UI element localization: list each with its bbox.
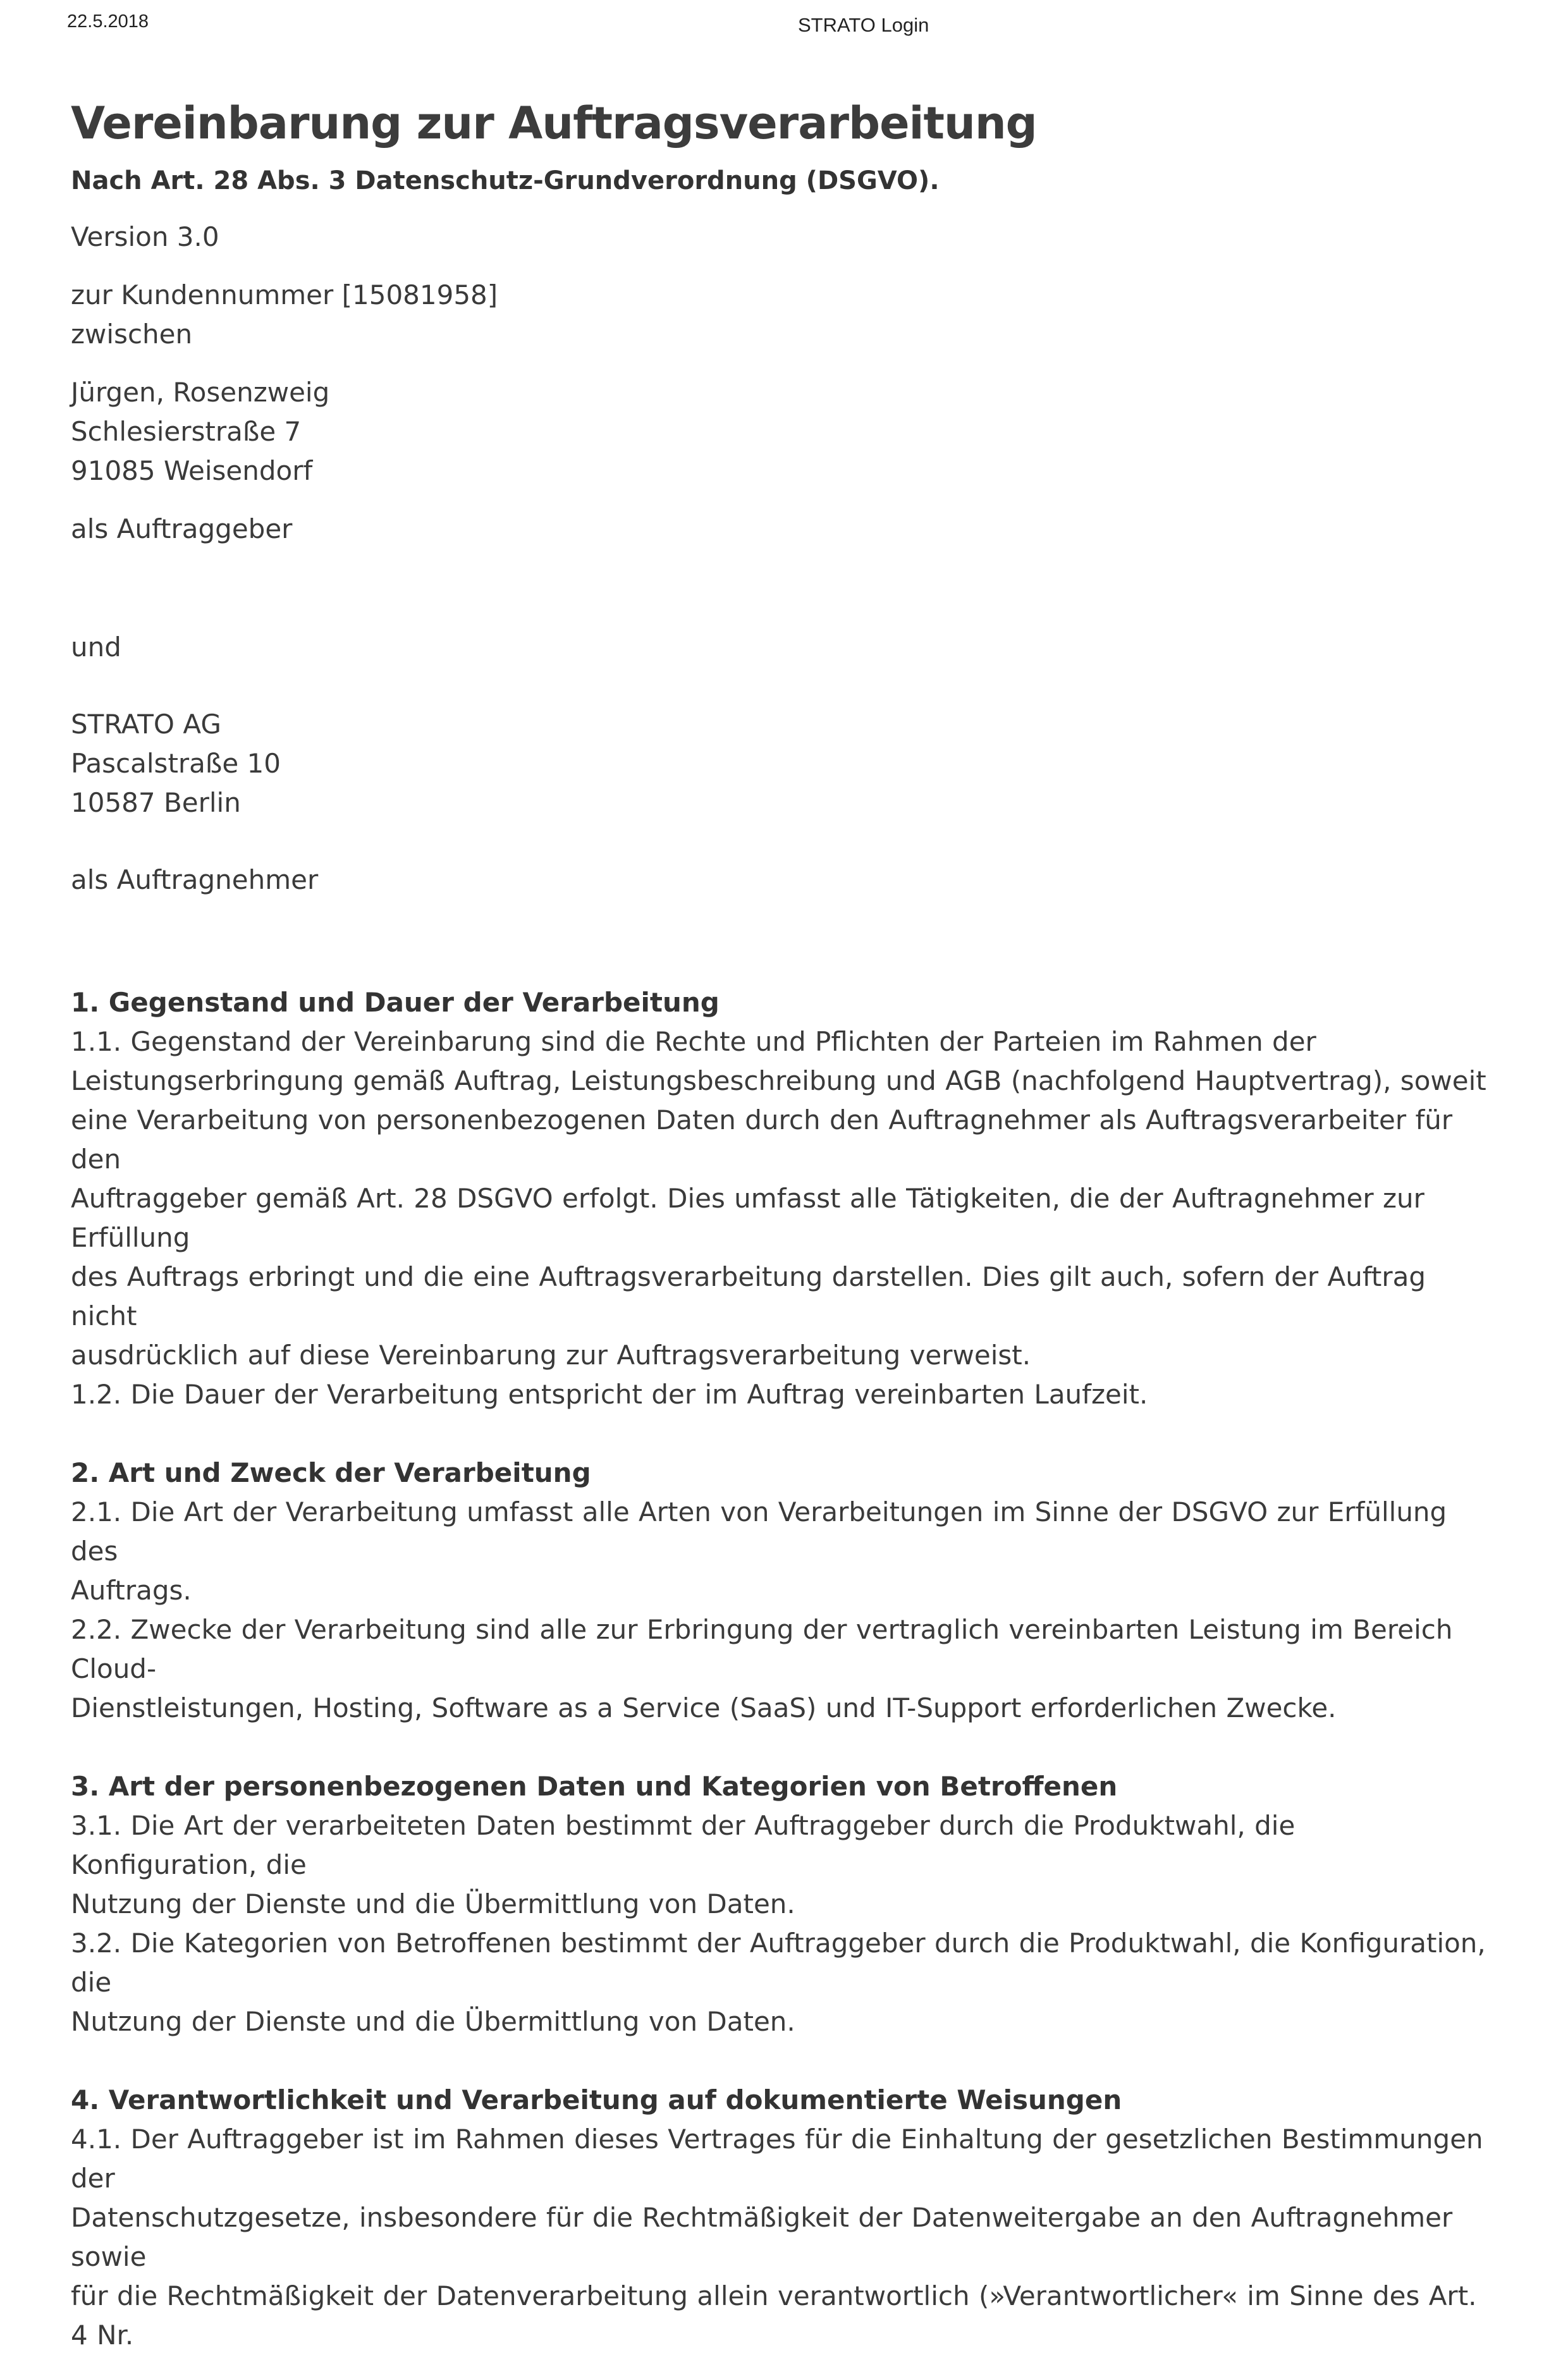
print-date: 22.5.2018 bbox=[67, 11, 149, 32]
section-line: Nutzung der Dienste und die Übermittlung von Daten. bbox=[71, 2006, 795, 2037]
section-line: 2.2. Zwecke der Verarbeitung sind alle zur Erbringung der vertraglich vereinbarten Leistung im Bereich Cloud- bbox=[71, 1614, 1453, 1684]
section-line: 1.1. Gegenstand der Vereinbarung sind die Rechte und Pflichten der Parteien im Rahmen der bbox=[71, 1026, 1316, 1057]
between-text: zwischen bbox=[71, 319, 193, 350]
print-header-title: STRATO Login bbox=[798, 14, 929, 36]
section-heading: 4. Verantwortlichkeit und Verarbeitung auf dokumentierte Weisungen bbox=[71, 2084, 1122, 2115]
section-line: Dienstleistungen, Hosting, Software as a Service (SaaS) und IT-Support erforderlichen Zwecke. bbox=[71, 1692, 1337, 1723]
section-heading: 3. Art der personenbezogenen Daten und Kategorien von Betroffenen bbox=[71, 1771, 1118, 1802]
contractor-city: 10587 Berlin bbox=[71, 787, 241, 818]
contractor-role: als Auftragnehmer bbox=[71, 864, 319, 895]
client-street: Schlesierstraße 7 bbox=[71, 416, 302, 447]
section-line: eine Verarbeitung von personenbezogenen Daten durch den Auftragnehmer als Auftragsverarbeiter für den bbox=[71, 1104, 1453, 1175]
section-line: 2.1. Die Art der Verarbeitung umfasst alle Arten von Verarbeitungen im Sinne der DSGVO zur Erfüllung des bbox=[71, 1496, 1447, 1567]
section-line: ausdrücklich auf diese Vereinbarung zur Auftragsverarbeitung verweist. bbox=[71, 1340, 1031, 1371]
client-city: 91085 Weisendorf bbox=[71, 455, 313, 486]
section-line: Leistungserbringung gemäß Auftrag, Leistungsbeschreibung und AGB (nachfolgend Hauptvertrag), soweit bbox=[71, 1065, 1486, 1096]
section-line: Auftraggeber gemäß Art. 28 DSGVO erfolgt. Dies umfasst alle Tätigkeiten, die der Auftragnehmer zur Erfüllung bbox=[71, 1183, 1424, 1253]
section-1 bbox=[71, 983, 1487, 1414]
customer-number-block bbox=[71, 276, 1487, 354]
section-4 bbox=[71, 2081, 1487, 2355]
section-line: für die Rechtmäßigkeit der Datenverarbeitung allein verantwortlich (»Verantwortlicher« im Sinne des Art. 4 Nr. bbox=[71, 2280, 1477, 2351]
and-text: und bbox=[71, 632, 121, 663]
section-3 bbox=[71, 1767, 1487, 2041]
document-subtitle: Nach Art. 28 Abs. 3 Datenschutz-Grundverordnung (DSGVO). bbox=[71, 166, 940, 195]
document-content bbox=[71, 89, 1487, 2355]
document-title: Vereinbarung zur Auftragsverarbeitung bbox=[71, 97, 1037, 149]
version-text: Version 3.0 bbox=[71, 221, 219, 252]
contractor-name: STRATO AG bbox=[71, 709, 221, 740]
client-role: als Auftraggeber bbox=[71, 513, 293, 544]
section-line: des Auftrags erbringt und die eine Auftragsverarbeitung darstellen. Dies gilt auch, sofern der Auftrag nicht bbox=[71, 1261, 1426, 1331]
section-line: 4.1. Der Auftraggeber ist im Rahmen dieses Vertrages für die Einhaltung der gesetzlichen Bestimmungen der bbox=[71, 2124, 1483, 2194]
section-line: 3.2. Die Kategorien von Betroffenen bestimmt der Auftraggeber durch die Produktwahl, die Konfiguration, die bbox=[71, 1928, 1486, 1998]
section-line: Auftrags. bbox=[71, 1575, 192, 1606]
section-heading: 2. Art und Zweck der Verarbeitung bbox=[71, 1457, 591, 1488]
customer-number: zur Kundennummer [15081958] bbox=[71, 279, 498, 310]
section-line: 1.2. Die Dauer der Verarbeitung entspricht der im Auftrag vereinbarten Laufzeit. bbox=[71, 1379, 1148, 1410]
contractor-street: Pascalstraße 10 bbox=[71, 748, 281, 779]
section-line: Datenschutzgesetze, insbesondere für die Rechtmäßigkeit der Datenweitergabe an den Auftragnehmer sowie bbox=[71, 2202, 1453, 2272]
section-heading: 1. Gegenstand und Dauer der Verarbeitung bbox=[71, 987, 720, 1018]
section-line: 3.1. Die Art der verarbeiteten Daten bestimmt der Auftraggeber durch die Produktwahl, die Konfiguration, die bbox=[71, 1810, 1295, 1880]
contractor-address bbox=[71, 705, 1487, 823]
client-address bbox=[71, 373, 1487, 491]
client-name: Jürgen, Rosenzweig bbox=[71, 377, 330, 408]
section-2 bbox=[71, 1453, 1487, 1728]
section-line: Nutzung der Dienste und die Übermittlung von Daten. bbox=[71, 1888, 795, 1919]
